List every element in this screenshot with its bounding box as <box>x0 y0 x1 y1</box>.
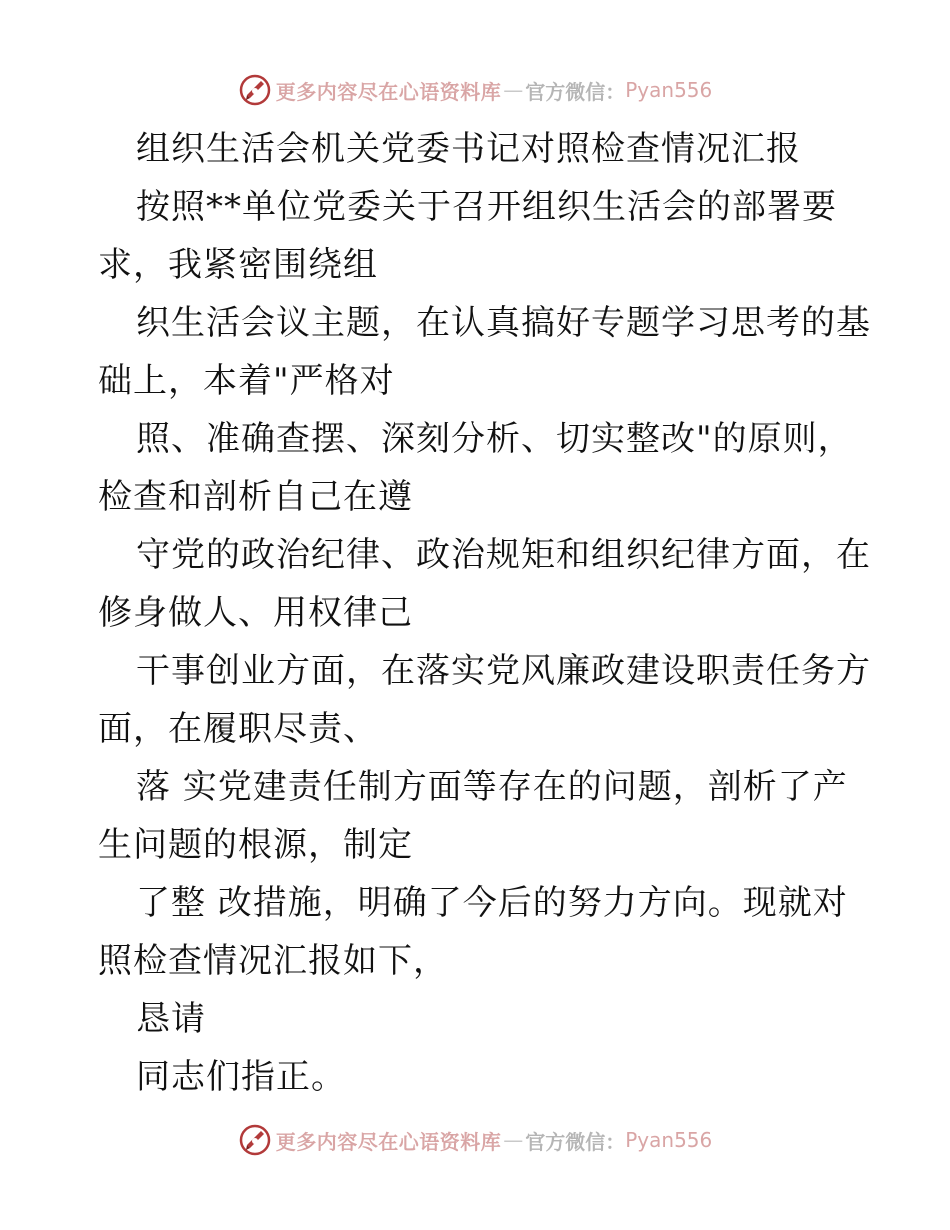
document-body <box>98 120 871 1106</box>
banner-brand-text: 更多内容尽在心语资料库 <box>275 79 502 104</box>
paragraph-line: 照检查情况汇报如下， <box>98 941 448 981</box>
banner-brand-text: 更多内容尽在心语资料库 <box>275 1129 502 1154</box>
paragraph-line: 修身做人、用权律己 <box>98 593 413 633</box>
paragraph-line: 恳请 <box>136 999 206 1039</box>
banner-wechat-label: 官方微信： <box>525 1129 626 1154</box>
paragraph-line: 同志们指正。 <box>136 1057 346 1097</box>
banner-dash: — <box>503 78 524 102</box>
paragraph-line: 检查和剖析自己在遵 <box>98 477 413 517</box>
paragraph-line: 干事创业方面，在落实党风廉政建设职责任务方 <box>136 651 871 691</box>
paragraph-line: 了整 改措施，明确了今后的努力方向。现就对 <box>136 883 848 923</box>
header-banner <box>0 70 950 110</box>
paragraph-line: 按照**单位党委关于召开组织生活会的部署要 <box>136 187 837 227</box>
document-title: 组织生活会机关党委书记对照检查情况汇报 <box>136 129 801 169</box>
footer-banner <box>0 1120 950 1160</box>
paragraph-line: 照、准确查摆、深刻分析、切实整改"的原则， <box>136 419 853 459</box>
paragraph-line: 生问题的根源，制定 <box>98 825 413 865</box>
paragraph-line: 础上，本着"严格对 <box>98 361 395 401</box>
banner-wechat-id: Pyan556 <box>625 1128 713 1152</box>
paragraph-line: 落 实党建责任制方面等存在的问题，剖析了产 <box>136 767 848 807</box>
paragraph-line: 织生活会议主题，在认真搞好专题学习思考的基 <box>136 303 871 343</box>
banner-dash: — <box>503 1128 524 1152</box>
paragraph-line: 守党的政治纪律、政治规矩和组织纪律方面，在 <box>136 535 871 575</box>
brand-logo-icon <box>238 73 272 107</box>
banner-wechat-label: 官方微信： <box>525 79 626 104</box>
banner-wechat-id: Pyan556 <box>625 78 713 102</box>
paragraph-line: 面，在履职尽责、 <box>98 709 378 749</box>
paragraph-line: 求，我紧密围绕组 <box>98 245 378 285</box>
brand-logo-icon <box>238 1123 272 1157</box>
